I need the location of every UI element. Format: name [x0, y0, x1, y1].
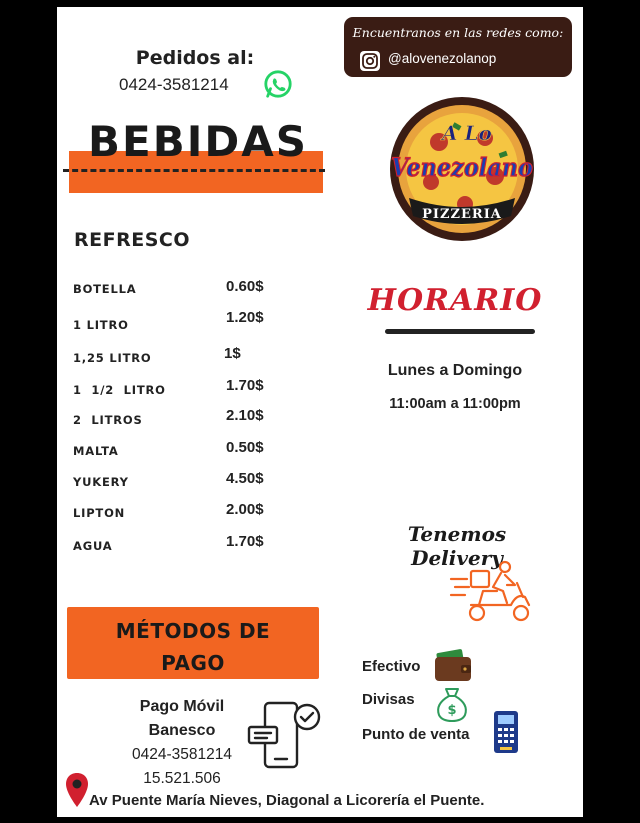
item-price: 1$: [224, 345, 241, 362]
mobile-payment-icon: [247, 697, 325, 773]
item-name: BOTELLA: [73, 282, 137, 296]
delivery-label: Tenemos Delivery: [407, 522, 507, 570]
item-price: 2.00$: [226, 501, 264, 518]
location-pin-icon: [65, 772, 89, 808]
list-item: [73, 533, 303, 555]
social-box: [344, 17, 572, 77]
schedule-title: HORARIO: [367, 283, 543, 318]
list-item: [73, 407, 303, 429]
list-item: [73, 309, 303, 331]
orders-label: Pedidos al:: [135, 47, 255, 69]
mobile-payment-phone: 0424-3581214: [132, 746, 232, 763]
item-name: 2 LITROS: [73, 413, 143, 427]
logo-line2: Venezolano: [391, 153, 533, 182]
list-item: [73, 377, 303, 399]
item-name: 1,25 LITRO: [73, 351, 152, 365]
logo-line3: PIZZERIA: [422, 207, 502, 222]
pizzeria-logo: [387, 94, 537, 244]
schedule-underline: [385, 329, 535, 334]
money-bag-icon: [432, 683, 472, 723]
social-handle[interactable]: @alovenezolanop: [388, 51, 497, 66]
item-name: 1 LITRO: [73, 318, 129, 332]
item-name: AGUA: [73, 539, 113, 553]
method-card-terminal: Punto de venta: [362, 726, 470, 743]
item-price: 1.20$: [226, 309, 264, 326]
mobile-payment-details: [107, 743, 257, 791]
instagram-icon[interactable]: [360, 51, 380, 71]
mobile-payment-label: [107, 695, 257, 743]
delivery-scooter-icon: [449, 557, 534, 627]
list-item: [73, 345, 303, 367]
mobile-payment-line1: Pago Móvil: [139, 698, 225, 715]
mobile-payment-id: 15.521.506: [143, 770, 221, 787]
payment-title: [67, 615, 319, 679]
method-cash: Efectivo: [362, 658, 421, 675]
wallet-icon: [433, 645, 473, 685]
item-name: LIPTON: [73, 506, 126, 520]
whatsapp-icon[interactable]: [263, 69, 293, 99]
schedule-hours: 11:00am a 11:00pm: [389, 396, 521, 412]
list-item: [73, 470, 303, 492]
method-currency: Divisas: [362, 691, 415, 708]
item-price: 1.70$: [226, 377, 264, 394]
item-price: 0.50$: [226, 439, 264, 456]
card-terminal-icon: [486, 709, 526, 755]
list-item: [73, 501, 303, 523]
section-heading: REFRESCO: [74, 229, 190, 251]
item-price: 2.10$: [226, 407, 264, 424]
item-name: MALTA: [73, 444, 119, 458]
item-price: 1.70$: [226, 533, 264, 550]
item-name: 1 1/2 LITRO: [73, 383, 166, 397]
payment-title-line2: PAGO: [161, 651, 225, 675]
title-dashed-line: [63, 169, 325, 172]
menu-sheet: [57, 7, 583, 817]
menu-title: BEBIDAS: [88, 117, 308, 166]
address: Av Puente María Nieves, Diagonal a Licorería el Puente.: [89, 792, 485, 809]
payment-title-line1: MÉTODOS DE: [115, 619, 271, 643]
list-item: [73, 439, 303, 461]
social-title: Encuentranos en las redes como:: [352, 25, 564, 40]
mobile-payment-line2: Banesco: [148, 722, 216, 739]
svg-text:$: $: [447, 703, 457, 718]
item-price: 0.60$: [226, 278, 264, 295]
orders-phone[interactable]: 0424-3581214: [119, 75, 229, 94]
list-item: [73, 278, 303, 300]
item-price: 4.50$: [226, 470, 264, 487]
item-name: YUKERY: [73, 475, 129, 489]
logo-line1: A Lo: [442, 121, 492, 145]
schedule-days: Lunes a Domingo: [387, 362, 523, 379]
